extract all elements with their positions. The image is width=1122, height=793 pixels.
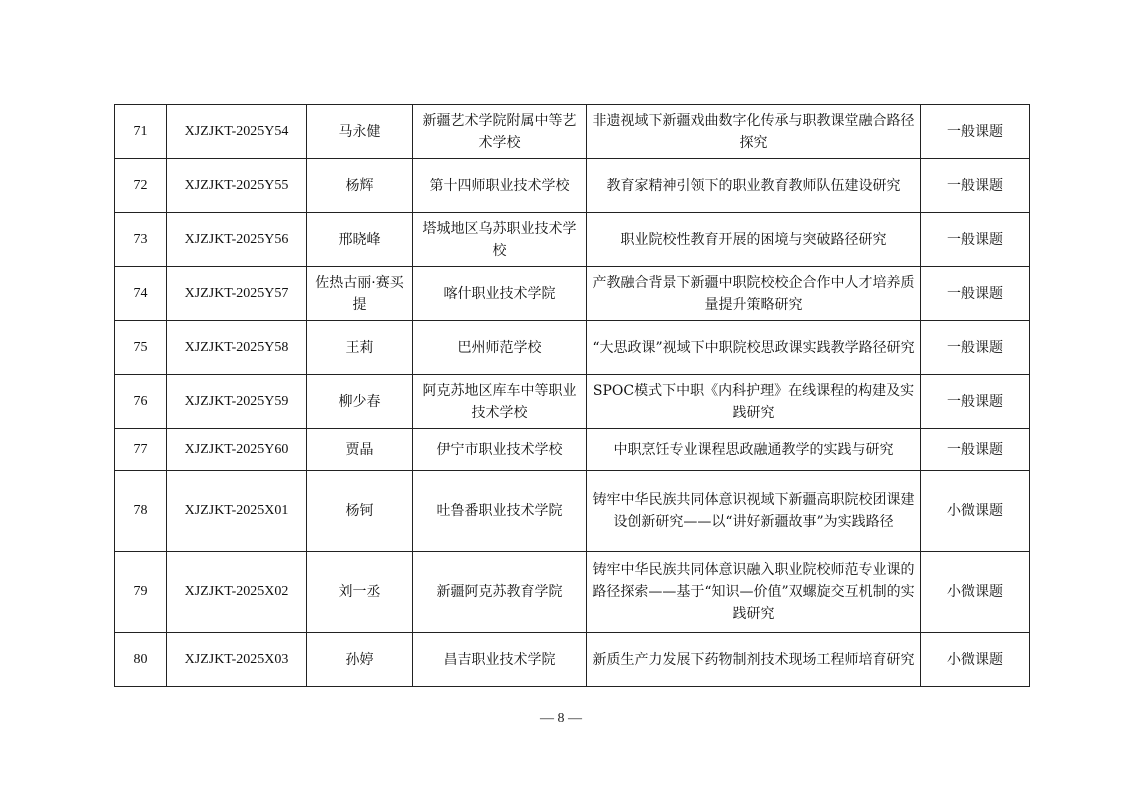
project-title: 中职烹饪专业课程思政融通教学的实践与研究 (587, 429, 921, 471)
table-row (115, 105, 1030, 159)
row-number: 78 (115, 471, 167, 552)
project-code: XJZJKT-2025X01 (167, 471, 307, 552)
leader-name: 刘一丞 (307, 552, 413, 633)
institution: 吐鲁番职业技术学院 (413, 471, 587, 552)
table-row (115, 159, 1030, 213)
leader-name: 王莉 (307, 321, 413, 375)
institution: 塔城地区乌苏职业技术学校 (413, 213, 587, 267)
institution: 喀什职业技术学院 (413, 267, 587, 321)
row-number: 80 (115, 633, 167, 687)
institution: 阿克苏地区库车中等职业技术学校 (413, 375, 587, 429)
project-type: 一般课题 (921, 159, 1030, 213)
institution: 新疆阿克苏教育学院 (413, 552, 587, 633)
project-code: XJZJKT-2025X03 (167, 633, 307, 687)
project-title: 产教融合背景下新疆中职院校校企合作中人才培养质量提升策略研究 (587, 267, 921, 321)
project-table-body (115, 105, 1030, 687)
project-title: 新质生产力发展下药物制剂技术现场工程师培育研究 (587, 633, 921, 687)
project-type: 一般课题 (921, 321, 1030, 375)
project-table (114, 104, 1030, 687)
table-row (115, 552, 1030, 633)
leader-name: 贾晶 (307, 429, 413, 471)
table-row (115, 471, 1030, 552)
leader-name: 柳少春 (307, 375, 413, 429)
institution: 巴州师范学校 (413, 321, 587, 375)
project-code: XJZJKT-2025Y56 (167, 213, 307, 267)
project-code: XJZJKT-2025Y57 (167, 267, 307, 321)
project-title: 非遗视域下新疆戏曲数字化传承与职教课堂融合路径探究 (587, 105, 921, 159)
project-type: 一般课题 (921, 429, 1030, 471)
project-title: SPOC模式下中职《内科护理》在线课程的构建及实践研究 (587, 375, 921, 429)
row-number: 77 (115, 429, 167, 471)
project-code: XJZJKT-2025Y54 (167, 105, 307, 159)
table-row (115, 375, 1030, 429)
project-type: 小微课题 (921, 633, 1030, 687)
project-type: 一般课题 (921, 213, 1030, 267)
project-code: XJZJKT-2025Y55 (167, 159, 307, 213)
project-type: 一般课题 (921, 375, 1030, 429)
table-row (115, 633, 1030, 687)
leader-name: 孙婷 (307, 633, 413, 687)
institution: 伊宁市职业技术学校 (413, 429, 587, 471)
row-number: 73 (115, 213, 167, 267)
project-type: 小微课题 (921, 471, 1030, 552)
institution: 昌吉职业技术学院 (413, 633, 587, 687)
row-number: 72 (115, 159, 167, 213)
row-number: 76 (115, 375, 167, 429)
row-number: 74 (115, 267, 167, 321)
project-title: 职业院校性教育开展的困境与突破路径研究 (587, 213, 921, 267)
project-title: 铸牢中华民族共同体意识融入职业院校师范专业课的路径探索——基于“知识—价值”双螺旋交互机制的实践研究 (587, 552, 921, 633)
project-code: XJZJKT-2025Y60 (167, 429, 307, 471)
leader-name: 佐热古丽·赛买提 (307, 267, 413, 321)
table-row (115, 429, 1030, 471)
table-row (115, 213, 1030, 267)
row-number: 75 (115, 321, 167, 375)
project-title: 铸牢中华民族共同体意识视域下新疆高职院校团课建设创新研究——以“讲好新疆故事”为实践路径 (587, 471, 921, 552)
project-title: 教育家精神引领下的职业教育教师队伍建设研究 (587, 159, 921, 213)
row-number: 79 (115, 552, 167, 633)
project-code: XJZJKT-2025Y58 (167, 321, 307, 375)
project-type: 一般课题 (921, 267, 1030, 321)
table-row (115, 267, 1030, 321)
table-row (115, 321, 1030, 375)
project-type: 一般课题 (921, 105, 1030, 159)
row-number: 71 (115, 105, 167, 159)
page-number: — 8 — (540, 711, 582, 726)
leader-name: 杨辉 (307, 159, 413, 213)
project-title: “大思政课”视域下中职院校思政课实践教学路径研究 (587, 321, 921, 375)
project-code: XJZJKT-2025Y59 (167, 375, 307, 429)
leader-name: 杨钶 (307, 471, 413, 552)
institution: 新疆艺术学院附属中等艺术学校 (413, 105, 587, 159)
project-type: 小微课题 (921, 552, 1030, 633)
leader-name: 邢晓峰 (307, 213, 413, 267)
leader-name: 马永健 (307, 105, 413, 159)
project-code: XJZJKT-2025X02 (167, 552, 307, 633)
institution: 第十四师职业技术学校 (413, 159, 587, 213)
